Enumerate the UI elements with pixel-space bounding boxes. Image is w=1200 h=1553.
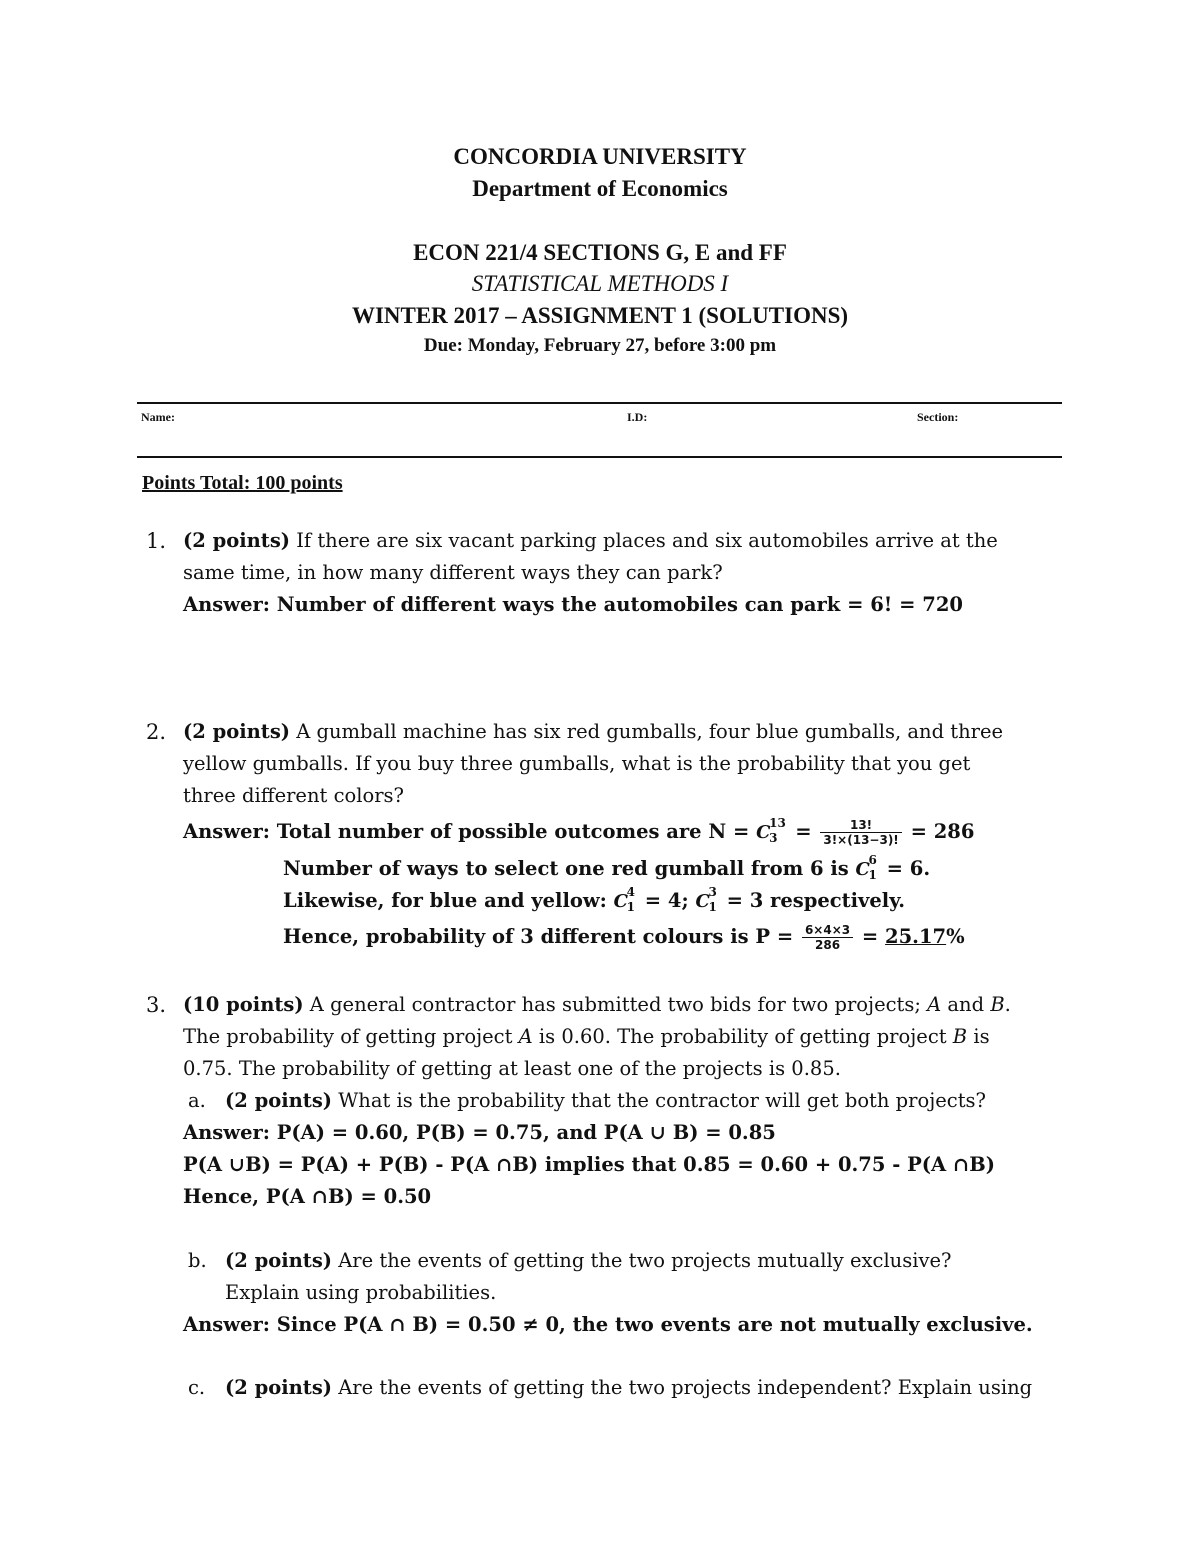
q3b-letter: b. [188,1249,207,1272]
q3-line-2: The probability of getting project A is 0.60. The probability of getting project B is [183,1025,990,1048]
q2-text-3: three different colors? [183,784,404,807]
q2-answer-label: Answer: [183,820,270,843]
q3-number: 3. [146,993,167,1017]
q1-text-1: If there are six vacant parking places and six automobiles arrive at the [290,529,998,552]
q3c-letter: c. [188,1376,206,1399]
q2-points: (2 points) [183,720,291,743]
q3-points: (10 points) [183,993,304,1016]
q1-line-1 [183,529,998,552]
q3b-question-2: Explain using probabilities. [225,1281,497,1304]
id-label: I.D: [627,410,648,424]
q1-answer-label: Answer: [183,593,270,616]
q1-answer [183,593,963,616]
q3a-answer-2: P(A ∪B) = P(A) + P(B) - P(A ∩B) implies that 0.85 = 0.60 + 0.75 - P(A ∩B) [183,1153,995,1176]
q2-text-2: yellow gumballs. If you buy three gumballs, what is the probability that you get [183,752,971,775]
q3a-question: (2 points) What is the probability that the contractor will get both projects? [225,1089,986,1112]
q1-answer-text: Number of different ways the automobiles can park = 6! = 720 [269,593,963,616]
combination-4-1: C 4 1 [613,885,635,914]
q2-answer-line-1: Answer: Total number of possible outcomes are N = C 13 3 = $\frac{13!}{3!\times(13-3)!}$ = 286 [183,816,975,847]
q3c-question: (2 points) Are the events of getting the two projects independent? Explain using [225,1376,1033,1399]
due-date: Due: Monday, February 27, before 3:00 pm [423,335,777,356]
q3-line-1: (10 points) A general contractor has submitted two bids for two projects; A and B. [183,993,1011,1016]
section-label: Section: [917,410,959,424]
form-top-rule [137,402,1062,404]
q2-answer-line-3: Likewise, for blue and yellow: C 4 1 = 4; C 3 1 = 3 respectively. [283,885,906,914]
q1-text-2: same time, in how many different ways they can park? [183,561,723,584]
q3b-question-1: (2 points) Are the events of getting the two projects mutually exclusive? [225,1249,952,1272]
course-code: ECON 221/4 SECTIONS G, E and FF [413,240,787,265]
probability-fraction: $\frac{6\times 4\times 3}{286}$ [802,923,853,952]
q3-text-3: 0.75. The probability of getting at least one of the projects is 0.85. [183,1057,841,1080]
q2-number: 2. [146,720,167,744]
q3a-letter: a. [188,1089,206,1112]
q2-line-1 [183,720,1003,743]
combination-3-1: C 3 1 [695,885,717,914]
form-bottom-rule [137,456,1062,458]
assignment-title: WINTER 2017 – ASSIGNMENT 1 (SOLUTIONS) [351,303,849,328]
q1-points: (2 points) [183,529,291,552]
university-title: CONCORDIA UNIVERSITY [453,144,747,169]
name-label: Name: [141,410,175,424]
outcomes-fraction: $\frac{13!}{3!\times(13-3)!}$ [820,818,901,847]
q2-text-1: A gumball machine has six red gumballs, four blue gumballs, and three [290,720,1004,743]
department-title: Department of Economics [472,176,728,201]
q1-number: 1. [146,529,167,553]
q2-answer-line-2: Number of ways to select one red gumball from 6 is C 6 1 = 6. [283,853,931,882]
q2-answer-line-4: Hence, probability of 3 different colours is P = $\frac{6\times 4\times 3}{286}$ = 25.17% [283,923,965,952]
q3b-answer: Answer: Since P(A ∩ B) = 0.50 ≠ 0, the two events are not mutually exclusive. [183,1313,1033,1336]
probability-result: 25.17 [885,925,947,948]
q3a-answer-3: Hence, P(A ∩B) = 0.50 [183,1185,432,1208]
course-title: STATISTICAL METHODS I [471,271,729,296]
combination-13-3: C 13 3 [756,816,786,845]
points-total: Points Total: 100 points [142,472,343,494]
q3a-answer-1: Answer: P(A) = 0.60, P(B) = 0.75, and P(A ∪ B) = 0.85 [183,1121,776,1144]
combination-6-1: C 6 1 [855,853,877,882]
